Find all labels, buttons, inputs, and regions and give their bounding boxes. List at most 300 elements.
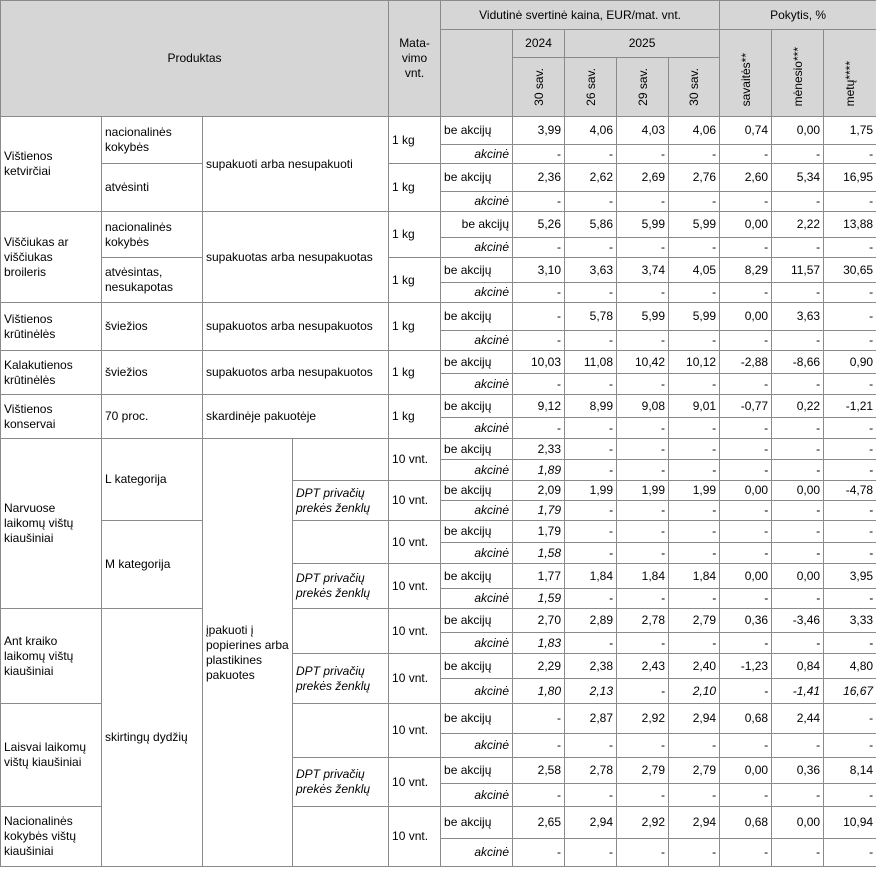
value-cell: -	[669, 589, 720, 609]
value-cell: -	[565, 633, 617, 654]
value-cell: -	[772, 374, 824, 395]
value-cell: 1,84	[669, 564, 720, 589]
kaina-header: Vidutinė svertinė kaina, EUR/mat. vnt.	[441, 1, 720, 30]
product-package: supakuoti arba nesupakuoti	[203, 117, 389, 212]
value-cell: -	[513, 331, 565, 351]
value-cell: 1,77	[513, 564, 565, 589]
value-cell: -	[772, 633, 824, 654]
value-cell: 9,12	[513, 395, 565, 418]
value-cell: 0,00	[720, 564, 772, 589]
value-cell: -	[720, 331, 772, 351]
pokytis-header: Pokytis, %	[720, 1, 876, 30]
unit: 10 vnt.	[389, 654, 441, 704]
value-cell: -	[720, 418, 772, 439]
value-cell: -	[824, 303, 876, 331]
value-cell: -	[720, 633, 772, 654]
value-cell: 2,13	[565, 679, 617, 704]
value-cell: 0,68	[720, 807, 772, 839]
value-cell: -	[617, 784, 669, 807]
value-cell: -	[824, 589, 876, 609]
value-cell: -	[565, 331, 617, 351]
unit: 10 vnt.	[389, 704, 441, 758]
value-cell: -	[720, 521, 772, 543]
value-cell: 2,44	[772, 704, 824, 734]
product-quality: nacionalinės kokybės	[102, 117, 203, 164]
value-cell: -	[617, 145, 669, 164]
value-cell: -	[720, 543, 772, 564]
value-cell: 2,60	[720, 164, 772, 192]
unit: 10 vnt.	[389, 481, 441, 521]
value-cell: 1,89	[513, 460, 565, 481]
price-type: be akcijų	[441, 439, 513, 460]
value-cell: -	[513, 283, 565, 303]
price-type: akcinė	[441, 589, 513, 609]
price-type: be akcijų	[441, 807, 513, 839]
week-29-2025: 29 sav.	[617, 58, 669, 117]
value-cell: 8,14	[824, 758, 876, 784]
product-name: Vištienos konservai	[1, 395, 102, 439]
price-type: akcinė	[441, 374, 513, 395]
value-cell: 2,78	[617, 609, 669, 633]
value-cell: 3,95	[824, 564, 876, 589]
product-quality: atvėsintas, nesukapotas	[102, 258, 203, 303]
value-cell: 10,42	[617, 351, 669, 374]
value-cell: -	[565, 784, 617, 807]
value-cell: -	[617, 589, 669, 609]
unit: 1 kg	[389, 395, 441, 439]
price-type: be akcijų	[441, 212, 513, 238]
price-type: akcinė	[441, 501, 513, 521]
value-cell: 2,87	[565, 704, 617, 734]
value-cell: -1,41	[772, 679, 824, 704]
price-type: akcinė	[441, 145, 513, 164]
value-cell: -	[720, 439, 772, 460]
value-cell: 5,26	[513, 212, 565, 238]
unit: 1 kg	[389, 164, 441, 212]
value-cell: 0,00	[720, 481, 772, 501]
value-cell: 5,99	[617, 303, 669, 331]
value-cell: -	[617, 501, 669, 521]
value-cell: 0,00	[772, 481, 824, 501]
value-cell: -	[669, 192, 720, 212]
product-name: Ant kraiko laikomų vištų kiaušiniai	[1, 609, 102, 704]
value-cell: -	[720, 283, 772, 303]
value-cell: 0,22	[772, 395, 824, 418]
product-name: Vištienos krūtinėlės	[1, 303, 102, 351]
price-type: akcinė	[441, 418, 513, 439]
value-cell: 1,59	[513, 589, 565, 609]
product-package: supakuotas arba nesupakuotas	[203, 212, 389, 303]
value-cell: 2,79	[617, 758, 669, 784]
value-cell: 4,80	[824, 654, 876, 679]
value-cell: 0,00	[720, 212, 772, 238]
price-type: be akcijų	[441, 351, 513, 374]
price-type: be akcijų	[441, 117, 513, 145]
value-cell: -	[772, 839, 824, 867]
brand-dpt: DPT privačių prekės ženklų	[293, 654, 389, 704]
value-cell: -	[617, 543, 669, 564]
value-cell: 2,92	[617, 807, 669, 839]
value-cell: -	[565, 521, 617, 543]
unit: 10 vnt.	[389, 521, 441, 564]
value-cell: -	[772, 460, 824, 481]
value-cell: 3,63	[565, 258, 617, 283]
value-cell: -	[824, 238, 876, 258]
price-type: akcinė	[441, 331, 513, 351]
price-type: be akcijų	[441, 395, 513, 418]
value-cell: 5,99	[669, 212, 720, 238]
value-cell: 0,84	[772, 654, 824, 679]
value-cell: 5,99	[617, 212, 669, 238]
brand-dpt: DPT privačių prekės ženklų	[293, 564, 389, 609]
value-cell: -0,77	[720, 395, 772, 418]
price-type: be akcijų	[441, 521, 513, 543]
product-quality: šviežios	[102, 351, 203, 395]
unit: 10 vnt.	[389, 758, 441, 807]
value-cell: -	[772, 589, 824, 609]
value-cell: 1,58	[513, 543, 565, 564]
value-cell: 2,36	[513, 164, 565, 192]
value-cell: -1,21	[824, 395, 876, 418]
value-cell: -	[565, 734, 617, 758]
value-cell: -	[617, 521, 669, 543]
value-cell: -	[513, 704, 565, 734]
product-name: Kalakutienos krūtinėlės	[1, 351, 102, 395]
price-type: akcinė	[441, 283, 513, 303]
value-cell: -	[772, 283, 824, 303]
matavimo-header: Mata-vimo vnt.	[389, 1, 441, 117]
product-name: Laisvai laikomų vištų kiaušiniai	[1, 704, 102, 807]
value-cell: -	[772, 331, 824, 351]
value-cell: 16,95	[824, 164, 876, 192]
value-cell: -	[824, 543, 876, 564]
value-cell: -	[772, 521, 824, 543]
price-type: be akcijų	[441, 564, 513, 589]
value-cell: 2,94	[669, 807, 720, 839]
value-cell: -	[565, 589, 617, 609]
value-cell: 0,74	[720, 117, 772, 145]
value-cell: -	[565, 439, 617, 460]
value-cell: -	[669, 734, 720, 758]
value-cell: 2,29	[513, 654, 565, 679]
price-type: akcinė	[441, 679, 513, 704]
value-cell: 1,79	[513, 501, 565, 521]
value-cell: -	[669, 460, 720, 481]
value-cell: -	[772, 543, 824, 564]
value-cell: 10,12	[669, 351, 720, 374]
price-type: akcinė	[441, 543, 513, 564]
product-package: supakuotos arba nesupakuotos	[203, 351, 389, 395]
value-cell: 5,78	[565, 303, 617, 331]
value-cell: 2,89	[565, 609, 617, 633]
price-type: be akcijų	[441, 758, 513, 784]
value-cell: -	[720, 238, 772, 258]
value-cell: 2,65	[513, 807, 565, 839]
price-type: be akcijų	[441, 164, 513, 192]
unit: 10 vnt.	[389, 564, 441, 609]
unit: 1 kg	[389, 303, 441, 351]
value-cell: 1,83	[513, 633, 565, 654]
value-cell: -	[617, 283, 669, 303]
value-cell: 0,36	[772, 758, 824, 784]
value-cell: -	[824, 521, 876, 543]
value-cell: -	[720, 192, 772, 212]
value-cell: 5,99	[669, 303, 720, 331]
price-type: akcinė	[441, 633, 513, 654]
value-cell: -	[824, 374, 876, 395]
brand-cell	[293, 439, 389, 481]
value-cell: -	[824, 192, 876, 212]
value-cell: -	[772, 238, 824, 258]
brand-dpt: DPT privačių prekės ženklų	[293, 481, 389, 521]
value-cell: 2,62	[565, 164, 617, 192]
product-quality: šviežios	[102, 303, 203, 351]
product-category: skirtingų dydžių	[102, 609, 203, 867]
product-quality: atvėsinti	[102, 164, 203, 212]
value-cell: -	[720, 145, 772, 164]
blank-header	[441, 30, 513, 117]
value-cell: 8,29	[720, 258, 772, 283]
value-cell: -	[720, 784, 772, 807]
year-2024: 2024	[513, 30, 565, 58]
value-cell: -	[669, 784, 720, 807]
value-cell: -	[617, 374, 669, 395]
product-name: Narvuose laikomų vištų kiaušiniai	[1, 439, 102, 609]
value-cell: 0,00	[772, 564, 824, 589]
value-cell: 0,00	[720, 758, 772, 784]
value-cell: 0,90	[824, 351, 876, 374]
value-cell: -	[824, 283, 876, 303]
value-cell: 3,33	[824, 609, 876, 633]
value-cell: 2,94	[565, 807, 617, 839]
value-cell: -	[772, 192, 824, 212]
savaites-header: savaitės**	[720, 30, 772, 117]
value-cell: 5,34	[772, 164, 824, 192]
value-cell: 2,78	[565, 758, 617, 784]
value-cell: -	[513, 192, 565, 212]
value-cell: 0,00	[720, 303, 772, 331]
value-cell: 0,68	[720, 704, 772, 734]
value-cell: -	[824, 501, 876, 521]
product-category: L kategorija	[102, 439, 203, 521]
price-type: akcinė	[441, 784, 513, 807]
value-cell: 1,99	[617, 481, 669, 501]
value-cell: -	[513, 145, 565, 164]
produktas-header: Produktas	[1, 1, 389, 117]
value-cell: -	[669, 501, 720, 521]
value-cell: -	[720, 679, 772, 704]
value-cell: 2,70	[513, 609, 565, 633]
unit: 10 vnt.	[389, 439, 441, 481]
value-cell: -	[824, 784, 876, 807]
value-cell: 0,36	[720, 609, 772, 633]
value-cell: -	[565, 839, 617, 867]
value-cell: 8,99	[565, 395, 617, 418]
value-cell: -	[617, 238, 669, 258]
value-cell: -	[669, 331, 720, 351]
brand-cell	[293, 704, 389, 758]
price-type: akcinė	[441, 734, 513, 758]
value-cell: 2,94	[669, 704, 720, 734]
product-package: supakuotos arba nesupakuotos	[203, 303, 389, 351]
value-cell: -	[669, 439, 720, 460]
value-cell: -	[720, 501, 772, 521]
price-type: be akcijų	[441, 258, 513, 283]
value-cell: -	[824, 418, 876, 439]
value-cell: -	[565, 418, 617, 439]
value-cell: -	[617, 839, 669, 867]
product-package: skardinėje pakuotėje	[203, 395, 389, 439]
value-cell: 10,94	[824, 807, 876, 839]
value-cell: -	[617, 734, 669, 758]
value-cell: 2,43	[617, 654, 669, 679]
value-cell: -	[513, 784, 565, 807]
value-cell: -	[824, 331, 876, 351]
value-cell: 2,79	[669, 758, 720, 784]
value-cell: 11,57	[772, 258, 824, 283]
value-cell: -4,78	[824, 481, 876, 501]
value-cell: 1,99	[565, 481, 617, 501]
value-cell: 1,79	[513, 521, 565, 543]
value-cell: 0,00	[772, 807, 824, 839]
value-cell: -	[617, 679, 669, 704]
value-cell: 11,08	[565, 351, 617, 374]
value-cell: 30,65	[824, 258, 876, 283]
unit: 10 vnt.	[389, 807, 441, 867]
price-type: be akcijų	[441, 481, 513, 501]
value-cell: -	[824, 839, 876, 867]
value-cell: 4,03	[617, 117, 669, 145]
value-cell: 9,08	[617, 395, 669, 418]
price-type: akcinė	[441, 192, 513, 212]
unit: 10 vnt.	[389, 609, 441, 654]
value-cell: 1,84	[617, 564, 669, 589]
value-cell: 2,09	[513, 481, 565, 501]
value-cell: 4,06	[565, 117, 617, 145]
value-cell: 2,79	[669, 609, 720, 633]
value-cell: 2,40	[669, 654, 720, 679]
value-cell: -	[669, 374, 720, 395]
week-30-2025: 30 sav.	[669, 58, 720, 117]
value-cell: -	[617, 633, 669, 654]
value-cell: 1,84	[565, 564, 617, 589]
value-cell: 2,22	[772, 212, 824, 238]
value-cell: -	[617, 439, 669, 460]
value-cell: 3,10	[513, 258, 565, 283]
product-name: Vištienos ketvirčiai	[1, 117, 102, 212]
value-cell: 4,05	[669, 258, 720, 283]
price-type: be akcijų	[441, 303, 513, 331]
value-cell: 5,86	[565, 212, 617, 238]
price-type: be akcijų	[441, 609, 513, 633]
value-cell: -	[617, 331, 669, 351]
price-type: akcinė	[441, 238, 513, 258]
value-cell: -	[824, 439, 876, 460]
value-cell: -	[772, 784, 824, 807]
value-cell: 1,75	[824, 117, 876, 145]
brand-cell	[293, 807, 389, 867]
value-cell: 13,88	[824, 212, 876, 238]
value-cell: -	[513, 839, 565, 867]
value-cell: -	[565, 374, 617, 395]
price-type: be akcijų	[441, 654, 513, 679]
value-cell: -	[772, 734, 824, 758]
value-cell: -	[669, 418, 720, 439]
price-type: be akcijų	[441, 704, 513, 734]
unit: 1 kg	[389, 351, 441, 395]
value-cell: -	[772, 418, 824, 439]
value-cell: -	[513, 374, 565, 395]
value-cell: 1,80	[513, 679, 565, 704]
value-cell: -	[513, 238, 565, 258]
value-cell: 2,58	[513, 758, 565, 784]
value-cell: 2,76	[669, 164, 720, 192]
value-cell: -	[669, 521, 720, 543]
value-cell: -	[565, 543, 617, 564]
metu-header: metų****	[824, 30, 876, 117]
value-cell: 3,63	[772, 303, 824, 331]
value-cell: -2,88	[720, 351, 772, 374]
value-cell: -	[513, 418, 565, 439]
value-cell: -	[824, 734, 876, 758]
value-cell: -	[669, 839, 720, 867]
value-cell: 10,03	[513, 351, 565, 374]
value-cell: -	[669, 543, 720, 564]
value-cell: -	[565, 501, 617, 521]
brand-cell	[293, 521, 389, 564]
value-cell: -	[824, 460, 876, 481]
menesio-header: mėnesio***	[772, 30, 824, 117]
value-cell: -	[669, 238, 720, 258]
value-cell: -	[513, 734, 565, 758]
value-cell: -	[720, 839, 772, 867]
product-quality: 70 proc.	[102, 395, 203, 439]
value-cell: 3,99	[513, 117, 565, 145]
value-cell: -	[669, 145, 720, 164]
value-cell: -	[617, 418, 669, 439]
value-cell: -3,46	[772, 609, 824, 633]
value-cell: -	[772, 145, 824, 164]
value-cell: -	[824, 633, 876, 654]
value-cell: 2,33	[513, 439, 565, 460]
value-cell: -	[824, 145, 876, 164]
product-name: Viščiukas ar viščiukas broileris	[1, 212, 102, 303]
product-category: M kategorija	[102, 521, 203, 609]
value-cell: -1,23	[720, 654, 772, 679]
year-2025: 2025	[565, 30, 720, 58]
unit: 1 kg	[389, 212, 441, 258]
value-cell: -	[824, 704, 876, 734]
value-cell: 3,74	[617, 258, 669, 283]
value-cell: 2,69	[617, 164, 669, 192]
value-cell: -	[720, 460, 772, 481]
value-cell: -	[565, 283, 617, 303]
value-cell: -	[513, 303, 565, 331]
value-cell: -8,66	[772, 351, 824, 374]
value-cell: -	[720, 374, 772, 395]
value-cell: -	[565, 238, 617, 258]
value-cell: 1,99	[669, 481, 720, 501]
value-cell: 0,00	[772, 117, 824, 145]
unit: 1 kg	[389, 258, 441, 303]
value-cell: -	[617, 192, 669, 212]
value-cell: -	[669, 633, 720, 654]
value-cell: -	[720, 589, 772, 609]
product-package: įpakuoti į popierines arba plastikines pakuotes	[203, 439, 293, 867]
value-cell: -	[565, 460, 617, 481]
product-name: Nacionalinės kokybės vištų kiaušiniai	[1, 807, 102, 867]
week-26-2025: 26 sav.	[565, 58, 617, 117]
